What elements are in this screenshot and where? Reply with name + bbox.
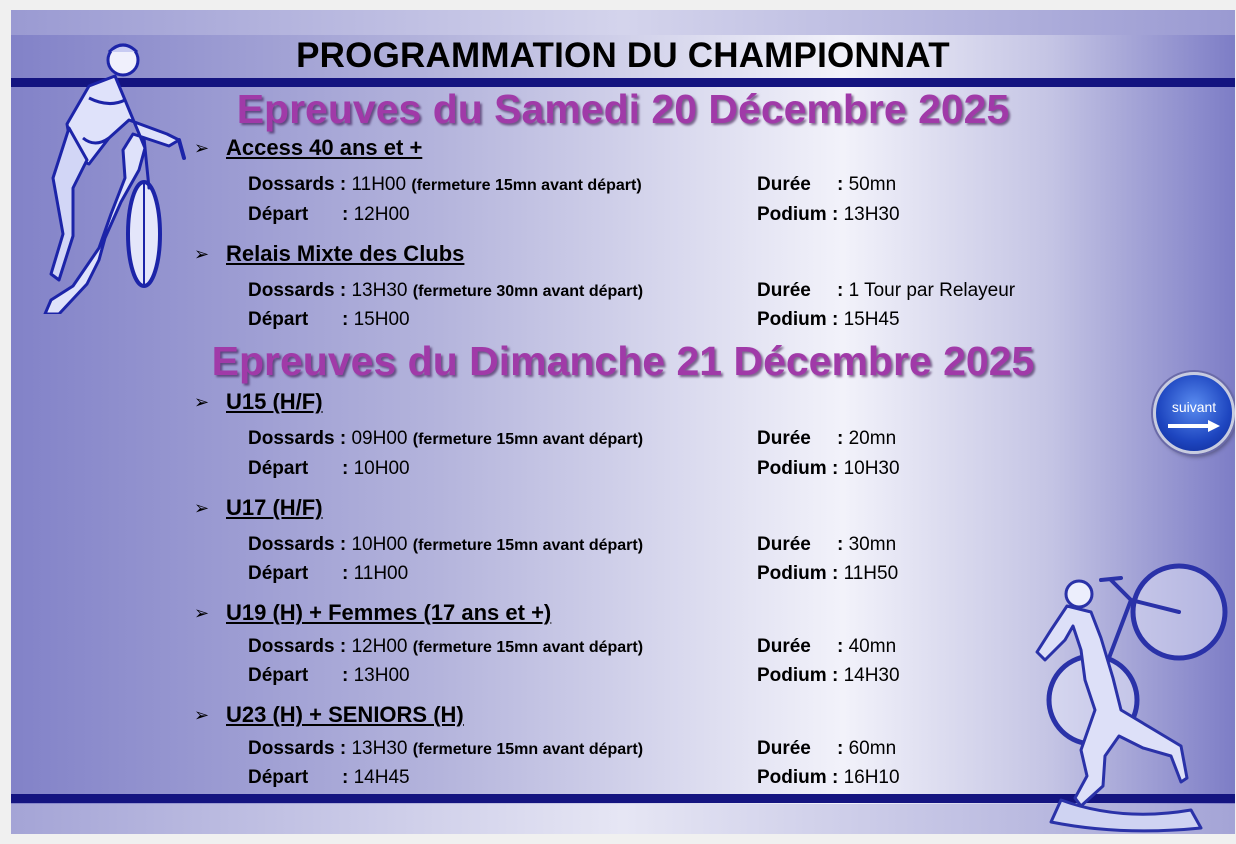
event-title <box>194 241 464 267</box>
podium-row <box>757 767 900 789</box>
dossards-time: 11H00 <box>351 174 407 195</box>
dossards-row <box>248 636 643 658</box>
event-title <box>194 600 551 626</box>
podium-row <box>757 458 900 480</box>
duree-colon: : <box>837 174 844 195</box>
podium-label: Podium : <box>757 665 839 686</box>
podium-time: 16H10 <box>843 767 900 788</box>
depart-colon: : <box>342 665 349 686</box>
podium-row <box>757 563 898 585</box>
duree-row <box>757 534 896 556</box>
dossards-label: Dossards : <box>248 738 347 759</box>
duree-row <box>757 280 1015 302</box>
depart-time: 11H00 <box>353 563 409 584</box>
cyclist-riding-illustration <box>29 38 199 314</box>
depart-colon: : <box>342 767 349 788</box>
duree-label: Durée <box>757 280 811 301</box>
depart-colon: : <box>342 204 349 225</box>
depart-row <box>248 204 410 226</box>
depart-row <box>248 458 410 480</box>
podium-time: 11H50 <box>843 563 899 584</box>
dossards-row <box>248 738 643 760</box>
event-title <box>194 389 323 415</box>
closing-note: (fermeture 15mn avant départ) <box>412 639 644 656</box>
depart-time: 15H00 <box>353 309 410 330</box>
slide <box>11 10 1235 834</box>
event-name: U23 (H) + SENIORS (H) <box>226 702 464 727</box>
closing-note: (fermeture 30mn avant départ) <box>412 283 644 300</box>
event-name: U19 (H) + Femmes (17 ans et +) <box>226 600 552 625</box>
closing-note: (fermeture 15mn avant départ) <box>412 741 644 758</box>
depart-colon: : <box>342 563 349 584</box>
depart-label: Départ <box>248 665 309 686</box>
dossards-time: 12H00 <box>351 636 408 657</box>
bullet-arrow-icon: ➢ <box>194 602 210 623</box>
depart-time: 10H00 <box>353 458 410 479</box>
duree-row <box>757 174 896 196</box>
duree-value: 30mn <box>848 534 897 555</box>
depart-time: 14H45 <box>353 767 410 788</box>
bullet-arrow-icon: ➢ <box>194 391 210 412</box>
dossards-label: Dossards : <box>248 428 347 449</box>
sunday-heading: Epreuves du Dimanche 21 Décembre 2025 <box>211 338 1035 384</box>
duree-value: 50mn <box>848 174 897 195</box>
duree-value: 60mn <box>848 738 897 759</box>
duree-label: Durée <box>757 428 811 449</box>
podium-label: Podium : <box>757 563 839 584</box>
duree-value: 20mn <box>848 428 897 449</box>
dossards-time: 13H30 <box>351 280 408 301</box>
podium-row <box>757 309 900 331</box>
arrow-right-icon <box>1166 419 1222 433</box>
saturday-heading: Epreuves du Samedi 20 Décembre 2025 <box>236 86 1010 132</box>
duree-value: 1 Tour par Relayeur <box>848 280 1016 301</box>
dossards-row <box>248 174 642 196</box>
podium-label: Podium : <box>757 458 839 479</box>
depart-time: 13H00 <box>353 665 410 686</box>
depart-row <box>248 309 410 331</box>
podium-row <box>757 665 900 687</box>
depart-colon: : <box>342 458 349 479</box>
depart-row <box>248 767 410 789</box>
closing-note: (fermeture 15mn avant départ) <box>412 431 644 448</box>
depart-time: 12H00 <box>353 204 410 225</box>
event-title <box>194 495 323 521</box>
dossards-label: Dossards : <box>248 280 347 301</box>
podium-time: 15H45 <box>843 309 900 330</box>
podium-time: 13H30 <box>843 204 900 225</box>
closing-note: (fermeture 15mn avant départ) <box>411 177 642 194</box>
duree-colon: : <box>837 738 844 759</box>
event-name: Access 40 ans et + <box>226 135 423 160</box>
podium-time: 14H30 <box>843 665 900 686</box>
depart-label: Départ <box>248 767 309 788</box>
depart-colon: : <box>342 309 349 330</box>
duree-label: Durée <box>757 534 811 555</box>
depart-row <box>248 665 410 687</box>
duree-value: 40mn <box>848 636 897 657</box>
depart-label: Départ <box>248 309 309 330</box>
next-button[interactable] <box>1153 372 1235 454</box>
dossards-row <box>248 280 643 302</box>
depart-label: Départ <box>248 458 309 479</box>
podium-time: 10H30 <box>843 458 900 479</box>
duree-colon: : <box>837 428 844 449</box>
depart-label: Départ <box>248 204 309 225</box>
duree-colon: : <box>837 534 844 555</box>
top-light-band <box>11 10 1235 35</box>
duree-row <box>757 738 896 760</box>
bullet-arrow-icon: ➢ <box>194 704 210 725</box>
duree-row <box>757 428 896 450</box>
podium-label: Podium : <box>757 767 839 788</box>
podium-row <box>757 204 900 226</box>
event-name: U17 (H/F) <box>226 495 323 520</box>
depart-row <box>248 563 408 585</box>
cyclist-carrying-bike-illustration <box>1021 560 1235 834</box>
dossards-time: 10H00 <box>351 534 408 555</box>
duree-label: Durée <box>757 174 811 195</box>
bullet-arrow-icon: ➢ <box>194 497 210 518</box>
duree-label: Durée <box>757 738 811 759</box>
closing-note: (fermeture 15mn avant départ) <box>412 537 644 554</box>
event-name: Relais Mixte des Clubs <box>226 241 465 266</box>
duree-colon: : <box>837 280 844 301</box>
dossards-label: Dossards : <box>248 174 347 195</box>
event-name: U15 (H/F) <box>226 389 323 414</box>
duree-label: Durée <box>757 636 811 657</box>
depart-label: Départ <box>248 563 309 584</box>
dossards-row <box>248 428 643 450</box>
dossards-time: 09H00 <box>351 428 408 449</box>
bullet-arrow-icon: ➢ <box>194 137 210 158</box>
podium-label: Podium : <box>757 309 839 330</box>
duree-colon: : <box>837 636 844 657</box>
event-title <box>194 135 422 161</box>
next-button-label: suivant <box>1171 399 1217 415</box>
dossards-row <box>248 534 643 556</box>
dossards-time: 13H30 <box>351 738 408 759</box>
dossards-label: Dossards : <box>248 534 347 555</box>
event-title <box>194 702 464 728</box>
page-title: PROGRAMMATION DU CHAMPIONNAT <box>296 36 950 75</box>
podium-label: Podium : <box>757 204 839 225</box>
duree-row <box>757 636 896 658</box>
bullet-arrow-icon: ➢ <box>194 243 210 264</box>
dossards-label: Dossards : <box>248 636 347 657</box>
